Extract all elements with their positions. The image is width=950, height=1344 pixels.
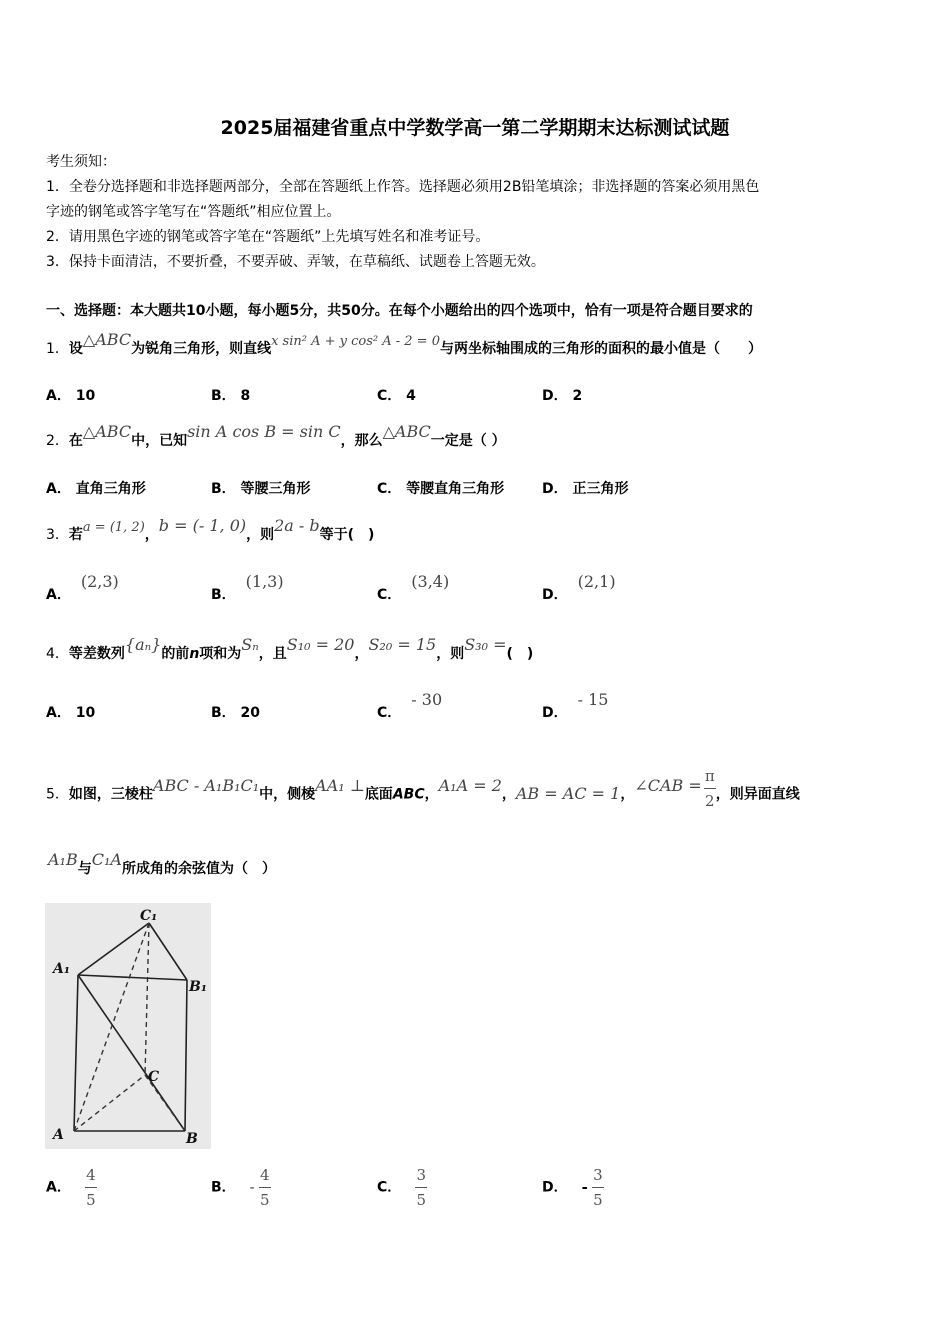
math-a1a: A₁A = 2 bbox=[438, 775, 502, 795]
frac-bar bbox=[259, 1187, 271, 1188]
option-label: B． bbox=[211, 705, 236, 721]
q1-option-b[interactable] bbox=[211, 385, 250, 405]
frac-bar bbox=[704, 788, 716, 789]
q-text: 中，已知 bbox=[131, 433, 188, 449]
q2-option-b[interactable] bbox=[211, 478, 311, 498]
label-b1: B₁ bbox=[189, 979, 207, 995]
notice-line-2: 2．请用黑色字迹的钢笔或答字笔在“答题纸”上先填写姓名和准考证号。 bbox=[46, 229, 490, 245]
option-label: B． bbox=[211, 587, 236, 603]
question-5-cont bbox=[46, 850, 276, 878]
q-text: ，则 bbox=[436, 646, 465, 662]
q2-option-a[interactable] bbox=[46, 478, 146, 498]
math-triangle: △ABC bbox=[82, 422, 132, 441]
q-text: ，则 bbox=[246, 527, 275, 543]
math-vector-b: b = (- 1, 0) bbox=[158, 516, 247, 535]
q-text: ， bbox=[144, 527, 159, 543]
q-text: ( ) bbox=[506, 646, 534, 662]
question-number: 3． bbox=[46, 527, 69, 543]
math-pi-over-2 bbox=[704, 767, 716, 810]
option-fraction bbox=[85, 1166, 97, 1209]
option-value: (2,1) bbox=[577, 572, 616, 591]
math-a1b: A₁B bbox=[48, 850, 78, 869]
option-label: D． bbox=[542, 481, 568, 497]
question-number: 5． bbox=[46, 786, 69, 803]
option-label: D． bbox=[542, 705, 568, 721]
question-1 bbox=[46, 330, 762, 358]
q-text: 如图，三棱柱 bbox=[68, 786, 153, 803]
q4-option-b[interactable] bbox=[211, 702, 260, 722]
option-fraction bbox=[259, 1166, 271, 1209]
prism-diagram bbox=[45, 903, 211, 1149]
q3-option-c[interactable] bbox=[377, 572, 450, 604]
notice-line-1b: 字迹的钢笔或答字笔写在“答题纸”相应位置上。 bbox=[46, 204, 341, 220]
q-text: 项和为 bbox=[199, 646, 242, 662]
q-text: ，且 bbox=[258, 646, 287, 662]
q5-option-b[interactable] bbox=[211, 1166, 271, 1209]
option-label: A． bbox=[46, 705, 71, 721]
q5-option-d[interactable] bbox=[542, 1166, 604, 1209]
notice-block bbox=[46, 150, 906, 275]
question-2 bbox=[46, 422, 506, 450]
q-text: ， bbox=[620, 786, 635, 803]
math-sn: Sₙ bbox=[241, 635, 259, 654]
q2-option-d[interactable] bbox=[542, 478, 629, 498]
math-expression: 2a - b bbox=[274, 516, 320, 535]
q4-option-d[interactable] bbox=[542, 690, 609, 722]
label-a1: A₁ bbox=[53, 961, 70, 977]
q-text: 等于( ) bbox=[319, 527, 375, 543]
frac-bar bbox=[592, 1187, 604, 1188]
option-value: 20 bbox=[240, 705, 261, 721]
q-text: ， bbox=[354, 646, 369, 662]
option-sign: - bbox=[581, 1177, 588, 1196]
frac-den: 5 bbox=[86, 1191, 96, 1209]
option-value: - 30 bbox=[411, 690, 443, 709]
label-c: C bbox=[148, 1069, 160, 1085]
option-value: 10 bbox=[75, 705, 96, 721]
q5-option-a[interactable] bbox=[46, 1166, 97, 1209]
notice-line-1a: 1．全卷分选择题和非选择题两部分，全部在答题纸上作答。选择题必须用2B铅笔填涂；非选择题的答案必须用黑色 bbox=[46, 179, 760, 195]
math-ab-ac: AB = AC = 1 bbox=[515, 783, 621, 803]
label-a: A bbox=[53, 1127, 64, 1143]
q4-option-a[interactable] bbox=[46, 702, 95, 722]
q1-option-a[interactable] bbox=[46, 385, 95, 405]
page-title: 2025届福建省重点中学数学高一第二学期期末达标测试试题 bbox=[220, 117, 730, 139]
frac-den: 2 bbox=[705, 792, 715, 810]
edge-a1-a bbox=[74, 975, 78, 1131]
math-prism: ABC - A₁B₁C₁ bbox=[152, 775, 260, 795]
edge-b1-b bbox=[185, 980, 187, 1131]
math-triangle: △ABC bbox=[382, 422, 431, 441]
question-number: 4． bbox=[46, 646, 69, 662]
option-value: - 15 bbox=[577, 690, 609, 709]
question-3 bbox=[46, 516, 375, 544]
q-text: 设 bbox=[68, 341, 83, 357]
option-value: 8 bbox=[240, 388, 251, 404]
q4-option-c[interactable] bbox=[377, 690, 443, 722]
option-label: C． bbox=[377, 388, 402, 404]
q-text: 若 bbox=[68, 527, 83, 543]
segment-c1-a bbox=[74, 923, 149, 1131]
q-text: 底面 bbox=[364, 786, 393, 803]
q-text: 的前 bbox=[161, 646, 190, 662]
q-text: 所成角的余弦值为（ ） bbox=[121, 861, 276, 877]
q-text: ABC bbox=[392, 786, 425, 803]
q-text: ， bbox=[424, 786, 439, 803]
frac-num: 3 bbox=[593, 1166, 603, 1184]
math-triangle: △ABC bbox=[82, 330, 132, 349]
option-label: D． bbox=[542, 388, 568, 404]
option-value: (3,4) bbox=[411, 572, 450, 591]
section-heading: 一、选择题：本大题共10小题，每小题5分，共50分。在每个小题给出的四个选项中，恰有一项是符合题目要求的 bbox=[46, 303, 753, 319]
option-label: A． bbox=[46, 587, 71, 603]
q-text: 在 bbox=[68, 433, 83, 449]
question-4 bbox=[46, 635, 534, 663]
frac-num: 3 bbox=[416, 1166, 427, 1184]
q-text: 与两坐标轴围成的三角形的面积的最小值是（ ） bbox=[439, 341, 762, 357]
option-value: (2,3) bbox=[80, 572, 119, 591]
q3-option-d[interactable] bbox=[542, 572, 616, 604]
option-label: B． bbox=[211, 1179, 236, 1196]
notice-heading: 考生须知： bbox=[46, 154, 116, 170]
edge-c1-c bbox=[145, 923, 149, 1075]
q3-option-b[interactable] bbox=[211, 572, 284, 604]
q-text: 等差数列 bbox=[68, 646, 125, 662]
option-label: D． bbox=[542, 1179, 568, 1196]
option-label: C． bbox=[377, 705, 402, 721]
q-text: ，那么 bbox=[340, 433, 383, 449]
math-angle: ∠CAB = bbox=[634, 775, 702, 795]
frac-den: 5 bbox=[416, 1191, 427, 1209]
q-text: n bbox=[189, 646, 200, 662]
question-number: 2． bbox=[46, 433, 69, 449]
option-label: B． bbox=[211, 388, 236, 404]
frac-num: 4 bbox=[86, 1166, 96, 1184]
q-text: ，则异面直线 bbox=[715, 786, 800, 803]
edge-c1-a1 bbox=[78, 923, 149, 975]
option-label: D． bbox=[542, 587, 568, 603]
option-label: C． bbox=[377, 587, 402, 603]
frac-bar bbox=[85, 1187, 97, 1188]
frac-num: 4 bbox=[259, 1166, 270, 1184]
option-label: A． bbox=[46, 481, 71, 497]
math-s20: S₂₀ = 15 bbox=[368, 635, 437, 654]
q-text: 一定是（ ） bbox=[430, 433, 506, 449]
prism-figure bbox=[45, 903, 211, 1149]
q-text: 中，侧棱 bbox=[259, 786, 316, 803]
label-c1: C₁ bbox=[140, 908, 158, 924]
q-text: 与 bbox=[77, 861, 92, 877]
option-value: 直角三角形 bbox=[75, 481, 146, 497]
frac-bar bbox=[415, 1187, 427, 1188]
math-sequence: {aₙ} bbox=[124, 635, 162, 654]
edge-c1-b1 bbox=[149, 923, 187, 980]
math-s10: S₁₀ = 20 bbox=[286, 635, 355, 654]
math-edge: AA₁ ⊥ bbox=[315, 775, 365, 795]
option-fraction bbox=[415, 1166, 427, 1209]
q1-option-c[interactable] bbox=[377, 385, 416, 405]
q2-option-c[interactable] bbox=[377, 478, 504, 498]
math-line-equation: x sin² A + y cos² A - 2 = 0 bbox=[271, 334, 440, 349]
q5-option-c[interactable] bbox=[377, 1166, 427, 1209]
option-label: B． bbox=[211, 481, 236, 497]
option-label: C． bbox=[377, 1179, 402, 1196]
math-vector-a: a = (1, 2) bbox=[82, 520, 145, 535]
option-value: 4 bbox=[406, 388, 416, 404]
option-sign: - bbox=[249, 1177, 255, 1196]
q1-option-d[interactable] bbox=[542, 385, 582, 405]
option-value: (1,3) bbox=[245, 572, 284, 591]
option-value: 正三角形 bbox=[572, 481, 629, 497]
option-value: 2 bbox=[572, 388, 583, 404]
edge-a1-b1 bbox=[78, 975, 187, 980]
frac-den: 5 bbox=[259, 1191, 270, 1209]
q-text: 为锐角三角形，则直线 bbox=[131, 341, 272, 357]
q3-option-a[interactable] bbox=[46, 572, 119, 604]
q-text: ， bbox=[501, 786, 516, 803]
option-value: 10 bbox=[75, 388, 96, 404]
frac-num: π bbox=[704, 767, 715, 785]
option-value: 等腰直角三角形 bbox=[406, 481, 505, 497]
math-c1a: C₁A bbox=[91, 850, 122, 869]
notice-line-3: 3．保持卡面清洁，不要折叠，不要弄破、弄皱，在草稿纸、试题卷上答题无效。 bbox=[46, 254, 545, 270]
math-equation: sin A cos B = sin C bbox=[187, 422, 341, 441]
option-label: C． bbox=[377, 481, 402, 497]
option-label: A． bbox=[46, 388, 71, 404]
option-label: A． bbox=[46, 1179, 71, 1196]
option-value: 等腰三角形 bbox=[240, 481, 311, 497]
math-s30: S₃₀ = bbox=[464, 635, 507, 654]
question-5 bbox=[46, 767, 800, 816]
option-fraction bbox=[592, 1166, 604, 1209]
frac-den: 5 bbox=[593, 1191, 603, 1209]
label-b: B bbox=[186, 1131, 198, 1147]
question-number: 1． bbox=[46, 341, 69, 357]
